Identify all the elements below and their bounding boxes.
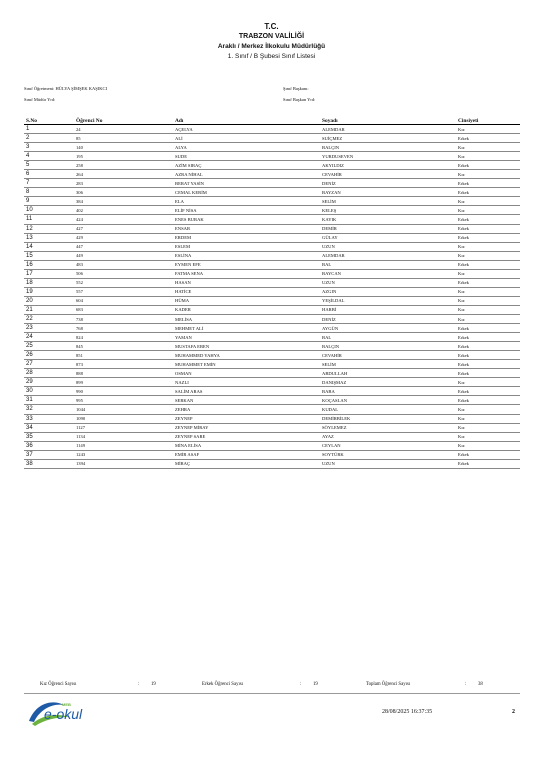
cell-first-name: ENSAR xyxy=(173,224,320,233)
cell-student-no: 604 xyxy=(74,296,173,305)
cell-sno: 30 xyxy=(24,387,74,396)
cell-surname: BAL xyxy=(320,333,456,342)
table-row xyxy=(24,224,520,233)
class-president-label: Şınıf Başkanı: xyxy=(283,86,309,91)
cell-student-no: 429 xyxy=(74,233,173,242)
table-row xyxy=(24,360,520,369)
cell-student-no: 449 xyxy=(74,251,173,260)
cell-student-no: 427 xyxy=(74,224,173,233)
table-row xyxy=(24,179,520,188)
cell-first-name: ENES BURAK xyxy=(173,215,320,224)
cell-surname: UZUN xyxy=(320,278,456,287)
table-row xyxy=(24,333,520,342)
cell-sno: 10 xyxy=(24,206,74,215)
cell-first-name: AZİM SIRAÇ xyxy=(173,161,320,170)
cell-student-no: 306 xyxy=(74,188,173,197)
cell-first-name: MUHAMMED YAHYA xyxy=(173,351,320,360)
e-okul-swoosh-icon xyxy=(26,697,98,727)
column-header-student-no: Öğrenci No xyxy=(74,116,173,125)
cell-surname: ALEMDAR xyxy=(320,251,456,260)
cell-surname: DANIŞMAZ xyxy=(320,378,456,387)
cell-student-no: 424 xyxy=(74,215,173,224)
cell-student-no: 140 xyxy=(74,143,173,152)
girls-count-label: Kız Öğrenci Sayısı xyxy=(40,682,77,687)
column-header-sno: S.No xyxy=(24,116,74,125)
cell-sno: 28 xyxy=(24,369,74,378)
cell-sno: 20 xyxy=(24,296,74,305)
table-row xyxy=(24,125,520,134)
cell-student-no: 990 xyxy=(74,387,173,396)
cell-gender: Erkek xyxy=(456,278,520,287)
cell-first-name: MİNA ELİSA xyxy=(173,441,320,450)
cell-surname: AZGIN xyxy=(320,287,456,296)
table-row xyxy=(24,287,520,296)
cell-surname: DENİZ xyxy=(320,314,456,323)
cell-first-name: ZEHRA xyxy=(173,405,320,414)
table-row xyxy=(24,242,520,251)
total-count-label: Toplam Öğrenci Sayısı xyxy=(366,682,411,687)
cell-surname: BAYCAN xyxy=(320,269,456,278)
cell-surname: BALÇIN xyxy=(320,342,456,351)
cell-surname: DEMİRBİLEK xyxy=(320,414,456,423)
cell-student-no: 264 xyxy=(74,170,173,179)
cell-sno: 38 xyxy=(24,459,74,468)
cell-sno: 7 xyxy=(24,179,74,188)
table-row xyxy=(24,260,520,269)
cell-surname: UZUN xyxy=(320,459,456,468)
cell-surname: ABDULLAH xyxy=(320,369,456,378)
document-header xyxy=(0,22,543,62)
cell-first-name: ELİF NİSA xyxy=(173,206,320,215)
cell-student-no: 1090 xyxy=(74,414,173,423)
cell-first-name: SERKAN xyxy=(173,396,320,405)
table-row xyxy=(24,269,520,278)
table-row xyxy=(24,405,520,414)
cell-gender: Kız xyxy=(456,143,520,152)
cell-surname: AYAZ xyxy=(320,432,456,441)
cell-first-name: BERAT YASİN xyxy=(173,179,320,188)
girls-count-value: 19 xyxy=(151,682,156,687)
table-row xyxy=(24,305,520,314)
cell-student-no: 85 xyxy=(74,134,173,143)
cell-sno: 11 xyxy=(24,215,74,224)
cell-first-name: OSMAN xyxy=(173,369,320,378)
cell-gender: Erkek xyxy=(456,215,520,224)
page-number: 2 xyxy=(512,709,515,715)
table-row xyxy=(24,414,520,423)
cell-first-name: AZRA NİHAL xyxy=(173,170,320,179)
cell-student-no: 768 xyxy=(74,324,173,333)
cell-gender: Kız xyxy=(456,269,520,278)
cell-sno: 21 xyxy=(24,305,74,314)
cell-student-no: 483 xyxy=(74,260,173,269)
table-row xyxy=(24,251,520,260)
cell-first-name: EYMEN EFE xyxy=(173,260,320,269)
cell-student-no: 824 xyxy=(74,333,173,342)
cell-first-name: SALİM ARAS xyxy=(173,387,320,396)
cell-sno: 29 xyxy=(24,378,74,387)
cell-student-no: 195 xyxy=(74,152,173,161)
cell-gender: Erkek xyxy=(456,179,520,188)
boys-count-value: 19 xyxy=(313,682,318,687)
cell-student-no: 1243 xyxy=(74,450,173,459)
cell-first-name: ZEYNEP SARE xyxy=(173,432,320,441)
cell-sno: 34 xyxy=(24,423,74,432)
cell-student-no: 506 xyxy=(74,269,173,278)
cell-sno: 14 xyxy=(24,242,74,251)
cell-surname: CEYLAN xyxy=(320,441,456,450)
cell-gender: Kız xyxy=(456,414,520,423)
cell-student-no: 384 xyxy=(74,197,173,206)
cell-gender: Kız xyxy=(456,378,520,387)
cell-surname: AKYILDIZ xyxy=(320,161,456,170)
cell-sno: 8 xyxy=(24,188,74,197)
cell-sno: 19 xyxy=(24,287,74,296)
cell-sno: 12 xyxy=(24,224,74,233)
cell-sno: 26 xyxy=(24,351,74,360)
cell-sno: 1 xyxy=(24,125,74,134)
cell-gender: Erkek xyxy=(456,134,520,143)
cell-surname: YEŞİLDAL xyxy=(320,296,456,305)
table-row xyxy=(24,432,520,441)
cell-first-name: MİRAÇ xyxy=(173,459,320,468)
cell-sno: 32 xyxy=(24,405,74,414)
cell-surname: CEVAHİR xyxy=(320,170,456,179)
vice-president-label: Sınıf Başkan Yrd: xyxy=(283,97,316,102)
cell-first-name: HÜMA xyxy=(173,296,320,305)
cell-gender: Erkek xyxy=(456,351,520,360)
cell-surname: AYGÜN xyxy=(320,324,456,333)
boys-count-label: Erkek Öğrenci Sayısı xyxy=(202,682,244,687)
cell-first-name: ESLEM xyxy=(173,242,320,251)
cell-student-no: 283 xyxy=(74,179,173,188)
cell-first-name: MEHMET ALİ xyxy=(173,324,320,333)
boys-count-separator: : xyxy=(300,682,302,687)
cell-student-no: 552 xyxy=(74,278,173,287)
cell-first-name: AÇELYA xyxy=(173,125,320,134)
cell-surname: DENİZ xyxy=(320,179,456,188)
teacher-label: Sınıf Öğretmeni: HÜLYA ŞİMŞEK KAŞIKCI xyxy=(24,86,108,91)
cell-surname: BAYZAN xyxy=(320,188,456,197)
cell-gender: Erkek xyxy=(456,233,520,242)
cell-first-name: ZEYNEP xyxy=(173,414,320,423)
table-row xyxy=(24,314,520,323)
cell-surname: BABA xyxy=(320,387,456,396)
cell-surname: GÜLAY xyxy=(320,233,456,242)
cell-surname: KAYIK xyxy=(320,215,456,224)
cell-sno: 23 xyxy=(24,324,74,333)
table-row xyxy=(24,351,520,360)
cell-sno: 16 xyxy=(24,260,74,269)
cell-sno: 4 xyxy=(24,152,74,161)
cell-surname: BALÇIN xyxy=(320,143,456,152)
cell-student-no: 1394 xyxy=(74,459,173,468)
cell-student-no: 683 xyxy=(74,305,173,314)
table-row xyxy=(24,324,520,333)
cell-gender: Kız xyxy=(456,287,520,296)
cell-student-no: 24 xyxy=(74,125,173,134)
cell-sno: 33 xyxy=(24,414,74,423)
cell-first-name: HATİCE xyxy=(173,287,320,296)
total-count-value: 38 xyxy=(478,682,483,687)
cell-student-no: 447 xyxy=(74,242,173,251)
cell-student-no: 888 xyxy=(74,369,173,378)
table-row xyxy=(24,134,520,143)
cell-first-name: ERDEM xyxy=(173,233,320,242)
cell-first-name: CEMAL KERİM xyxy=(173,188,320,197)
cell-gender: Erkek xyxy=(456,342,520,351)
cell-sno: 15 xyxy=(24,251,74,260)
table-row xyxy=(24,278,520,287)
cell-gender: Erkek xyxy=(456,450,520,459)
cell-first-name: MUHAMMET EMİN xyxy=(173,360,320,369)
cell-sno: 2 xyxy=(24,134,74,143)
table-row xyxy=(24,296,520,305)
table-row xyxy=(24,387,520,396)
cell-gender: Erkek xyxy=(456,161,520,170)
cell-student-no: 851 xyxy=(74,351,173,360)
cell-sno: 27 xyxy=(24,360,74,369)
cell-student-no: 899 xyxy=(74,378,173,387)
cell-gender: Kız xyxy=(456,152,520,161)
table-row xyxy=(24,188,520,197)
cell-first-name: KADER xyxy=(173,305,320,314)
cell-first-name: ZEYNEP MİRAY xyxy=(173,423,320,432)
cell-gender: Kız xyxy=(456,170,520,179)
cell-surname: KELEŞ xyxy=(320,206,456,215)
cell-student-no: 1149 xyxy=(74,441,173,450)
table-row xyxy=(24,342,520,351)
cell-gender: Erkek xyxy=(456,260,520,269)
cell-gender: Kız xyxy=(456,314,520,323)
header-line-school: Araklı / Merkez İlkokulu Müdürlüğü xyxy=(217,43,326,50)
cell-sno: 18 xyxy=(24,278,74,287)
cell-sno: 13 xyxy=(24,233,74,242)
cell-sno: 9 xyxy=(24,197,74,206)
header-line-list-title: 1. Sınıf / B Şubesi Sınıf Listesi xyxy=(227,53,316,60)
cell-surname: HARBİ xyxy=(320,305,456,314)
cell-gender: Erkek xyxy=(456,360,520,369)
cell-surname: KUDAL xyxy=(320,405,456,414)
cell-student-no: 1044 xyxy=(74,405,173,414)
cell-sno: 3 xyxy=(24,143,74,152)
cell-sno: 6 xyxy=(24,170,74,179)
cell-gender: Erkek xyxy=(456,459,520,468)
cell-sno: 31 xyxy=(24,396,74,405)
cell-gender: Kız xyxy=(456,197,520,206)
column-header-gender: Cinsiyeti xyxy=(456,116,520,125)
cell-surname: UZUN xyxy=(320,242,456,251)
cell-surname: BAL xyxy=(320,260,456,269)
cell-gender: Erkek xyxy=(456,333,520,342)
cell-first-name: MUSTAFA EREN xyxy=(173,342,320,351)
cell-first-name: ALİ xyxy=(173,134,320,143)
cell-gender: Kız xyxy=(456,432,520,441)
table-row xyxy=(24,152,520,161)
cell-first-name: SUDE xyxy=(173,152,320,161)
table-row xyxy=(24,233,520,242)
cell-gender: Kız xyxy=(456,405,520,414)
cell-first-name: NAZLI xyxy=(173,378,320,387)
cell-gender: Kız xyxy=(456,305,520,314)
cell-gender: Kız xyxy=(456,441,520,450)
table-row xyxy=(24,423,520,432)
table-row xyxy=(24,459,520,468)
header-line-governorship: TRABZON VALİLİĞİ xyxy=(238,33,305,40)
column-header-surname: Soyadı xyxy=(320,116,456,125)
cell-gender: Erkek xyxy=(456,369,520,378)
table-row xyxy=(24,206,520,215)
cell-student-no: 995 xyxy=(74,396,173,405)
cell-student-no: 1127 xyxy=(74,423,173,432)
cell-surname: SOYTÜRK xyxy=(320,450,456,459)
cell-student-no: 402 xyxy=(74,206,173,215)
cell-sno: 22 xyxy=(24,314,74,323)
student-table-body xyxy=(24,125,520,469)
cell-gender: Kız xyxy=(456,242,520,251)
cell-first-name: ALYA xyxy=(173,143,320,152)
cell-sno: 36 xyxy=(24,441,74,450)
cell-first-name: FATMA SENA xyxy=(173,269,320,278)
cell-surname: DEMİR xyxy=(320,224,456,233)
cell-surname: SELİM xyxy=(320,197,456,206)
print-datetime: 28/08/2025 16:37:35 xyxy=(382,709,433,715)
cell-gender: Kız xyxy=(456,296,520,305)
cell-student-no: 258 xyxy=(74,161,173,170)
cell-sno: 5 xyxy=(24,161,74,170)
total-count-separator: : xyxy=(465,682,467,687)
table-row xyxy=(24,441,520,450)
cell-surname: SUİÇMEZ xyxy=(320,134,456,143)
student-table xyxy=(24,116,520,469)
footer-divider xyxy=(24,693,520,694)
header-line-tc: T.C. xyxy=(264,22,279,31)
cell-first-name: HASAN xyxy=(173,278,320,287)
cell-surname: SELİM xyxy=(320,360,456,369)
cell-first-name: MELİSA xyxy=(173,314,320,323)
cell-gender: Kız xyxy=(456,423,520,432)
cell-first-name: EMİR ASAF xyxy=(173,450,320,459)
cell-first-name: YAMAN xyxy=(173,333,320,342)
cell-gender: Erkek xyxy=(456,324,520,333)
table-row xyxy=(24,450,520,459)
cell-surname: YURDUSEVEN xyxy=(320,152,456,161)
table-row xyxy=(24,215,520,224)
logo-wordmark: e-okul xyxy=(44,706,83,722)
cell-student-no: 845 xyxy=(74,342,173,351)
cell-sno: 24 xyxy=(24,333,74,342)
cell-gender: Erkek xyxy=(456,396,520,405)
cell-surname: KOÇASLAN xyxy=(320,396,456,405)
cell-sno: 35 xyxy=(24,432,74,441)
cell-sno: 37 xyxy=(24,450,74,459)
table-row xyxy=(24,170,520,179)
cell-surname: CEVAHİR xyxy=(320,351,456,360)
cell-gender: Kız xyxy=(456,251,520,260)
cell-sno: 17 xyxy=(24,269,74,278)
cell-gender: Erkek xyxy=(456,224,520,233)
girls-count-separator: : xyxy=(138,682,140,687)
cell-gender: Erkek xyxy=(456,387,520,396)
cell-gender: Kız xyxy=(456,206,520,215)
cell-surname: SÖYLEMEZ xyxy=(320,423,456,432)
column-header-name: Adı xyxy=(173,116,320,125)
table-row xyxy=(24,161,520,170)
table-header-row xyxy=(24,116,520,125)
cell-student-no: 738 xyxy=(74,314,173,323)
cell-surname: ALEMDAR xyxy=(320,125,456,134)
table-row xyxy=(24,396,520,405)
table-row xyxy=(24,197,520,206)
cell-student-no: 1134 xyxy=(74,432,173,441)
cell-sno: 25 xyxy=(24,342,74,351)
table-row xyxy=(24,143,520,152)
cell-student-no: 873 xyxy=(74,360,173,369)
vice-principal-label: Sınıf Müdür Yrd: xyxy=(24,97,56,102)
logo-meb-text: MEB xyxy=(62,702,71,707)
table-row xyxy=(24,378,520,387)
cell-first-name: ESLİNA xyxy=(173,251,320,260)
cell-student-no: 557 xyxy=(74,287,173,296)
table-row xyxy=(24,369,520,378)
cell-first-name: ELA xyxy=(173,197,320,206)
cell-gender: Kız xyxy=(456,125,520,134)
cell-gender: Erkek xyxy=(456,188,520,197)
